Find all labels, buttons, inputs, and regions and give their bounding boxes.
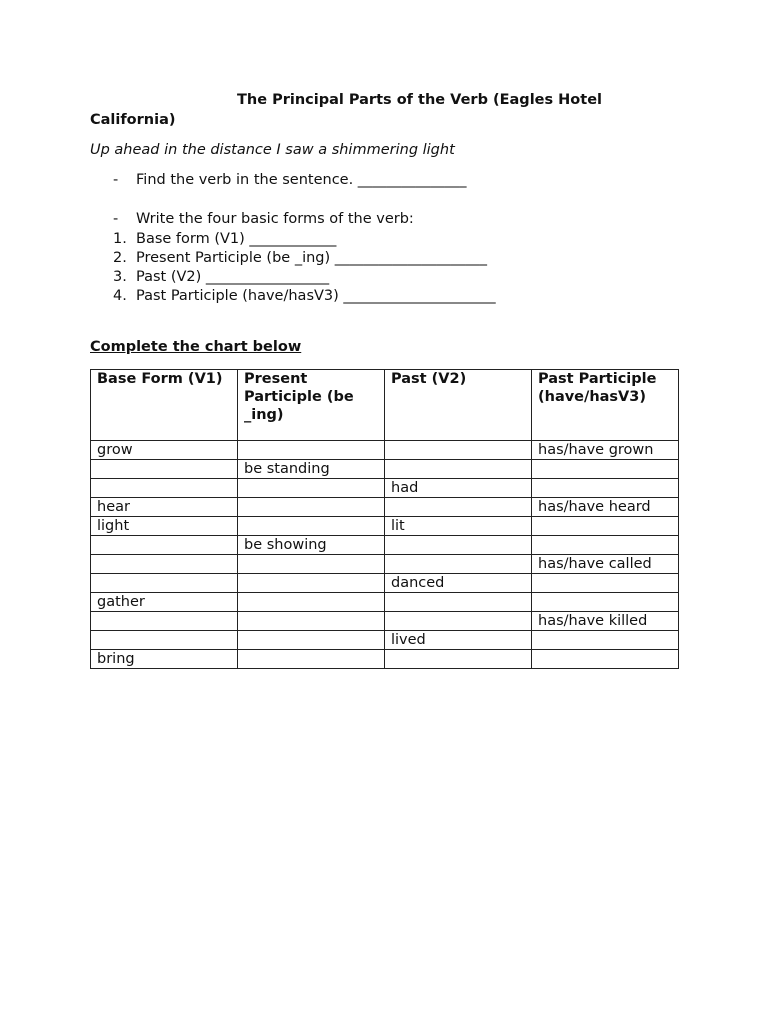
header-present-participle: Present Participle (be _ing) — [238, 370, 385, 441]
document-title-line-2: California) — [90, 112, 176, 128]
table-row — [91, 479, 679, 498]
table-cell[interactable] — [238, 631, 385, 650]
write-forms-instruction — [0, 211, 768, 231]
table-row — [91, 650, 679, 669]
table-cell[interactable] — [238, 555, 385, 574]
table-cell[interactable] — [238, 650, 385, 669]
list-number: 3. — [113, 269, 127, 285]
table-cell[interactable]: lived — [385, 631, 532, 650]
list-number: 2. — [113, 250, 127, 266]
table-cell[interactable]: lit — [385, 517, 532, 536]
table-row — [91, 460, 679, 479]
table-cell[interactable]: has/have heard — [532, 498, 679, 517]
table-cell[interactable] — [238, 479, 385, 498]
forms-list-item — [0, 288, 768, 308]
table-cell[interactable]: has/have grown — [532, 441, 679, 460]
find-verb-instruction — [0, 172, 768, 192]
table-cell[interactable] — [532, 631, 679, 650]
table-cell[interactable]: grow — [91, 441, 238, 460]
table-cell[interactable] — [91, 460, 238, 479]
table-cell[interactable]: has/have killed — [532, 612, 679, 631]
table-row — [91, 555, 679, 574]
table-cell[interactable]: has/have called — [532, 555, 679, 574]
table-cell[interactable] — [385, 650, 532, 669]
table-cell[interactable]: light — [91, 517, 238, 536]
table-cell[interactable]: danced — [385, 574, 532, 593]
table-cell[interactable]: be showing — [238, 536, 385, 555]
chart-heading: Complete the chart below — [90, 339, 302, 355]
bullet-dash: - — [113, 172, 119, 188]
table-cell[interactable] — [532, 574, 679, 593]
table-row — [91, 574, 679, 593]
forms-list-item — [0, 269, 768, 289]
find-verb-text: Find the verb in the sentence. _______________ — [136, 172, 467, 188]
list-text: Present Participle (be _ing) _____________________ — [136, 250, 488, 266]
table-cell[interactable] — [238, 574, 385, 593]
table-cell[interactable] — [532, 517, 679, 536]
verb-chart-table — [90, 369, 679, 669]
table-cell[interactable] — [238, 498, 385, 517]
table-cell[interactable]: gather — [91, 593, 238, 612]
table-row — [91, 631, 679, 650]
table-row — [91, 536, 679, 555]
table-cell[interactable] — [532, 593, 679, 612]
document-title-line-1: The Principal Parts of the Verb (Eagles Hotel — [237, 92, 603, 108]
table-cell[interactable] — [91, 574, 238, 593]
table-cell[interactable] — [91, 555, 238, 574]
table-cell[interactable] — [238, 441, 385, 460]
header-past-participle: Past Participle (have/hasV3) — [532, 370, 679, 441]
table-cell[interactable] — [385, 498, 532, 517]
bullet-dash: - — [113, 211, 119, 227]
table-cell[interactable] — [91, 536, 238, 555]
table-header-row — [91, 370, 679, 441]
header-base-form: Base Form (V1) — [91, 370, 238, 441]
list-text: Base form (V1) ____________ — [136, 231, 337, 247]
table-row — [91, 498, 679, 517]
table-row — [91, 517, 679, 536]
table-cell[interactable] — [532, 536, 679, 555]
table-cell[interactable] — [91, 631, 238, 650]
list-number: 4. — [113, 288, 127, 304]
table-cell[interactable] — [238, 593, 385, 612]
table-cell[interactable]: hear — [91, 498, 238, 517]
table-cell[interactable] — [385, 441, 532, 460]
table-cell[interactable] — [91, 479, 238, 498]
forms-list-item — [0, 231, 768, 251]
table-cell[interactable] — [532, 460, 679, 479]
table-cell[interactable] — [238, 612, 385, 631]
table-row — [91, 612, 679, 631]
list-text: Past (V2) _________________ — [136, 269, 330, 285]
table-cell[interactable] — [385, 555, 532, 574]
table-cell[interactable] — [385, 612, 532, 631]
table-cell[interactable] — [385, 460, 532, 479]
list-text: Past Participle (have/hasV3) _____________________ — [136, 288, 496, 304]
table-cell[interactable] — [532, 650, 679, 669]
table-cell[interactable] — [385, 593, 532, 612]
table-cell[interactable]: be standing — [238, 460, 385, 479]
table-cell[interactable]: bring — [91, 650, 238, 669]
table-row — [91, 593, 679, 612]
table-cell[interactable]: had — [385, 479, 532, 498]
header-past: Past (V2) — [385, 370, 532, 441]
table-cell[interactable] — [91, 612, 238, 631]
table-cell[interactable] — [385, 536, 532, 555]
forms-list-item — [0, 250, 768, 270]
table-cell[interactable] — [238, 517, 385, 536]
table-row — [91, 441, 679, 460]
list-number: 1. — [113, 231, 127, 247]
lyric-sentence: Up ahead in the distance I saw a shimmering light — [90, 142, 455, 158]
table-cell[interactable] — [532, 479, 679, 498]
write-forms-text: Write the four basic forms of the verb: — [136, 211, 414, 227]
